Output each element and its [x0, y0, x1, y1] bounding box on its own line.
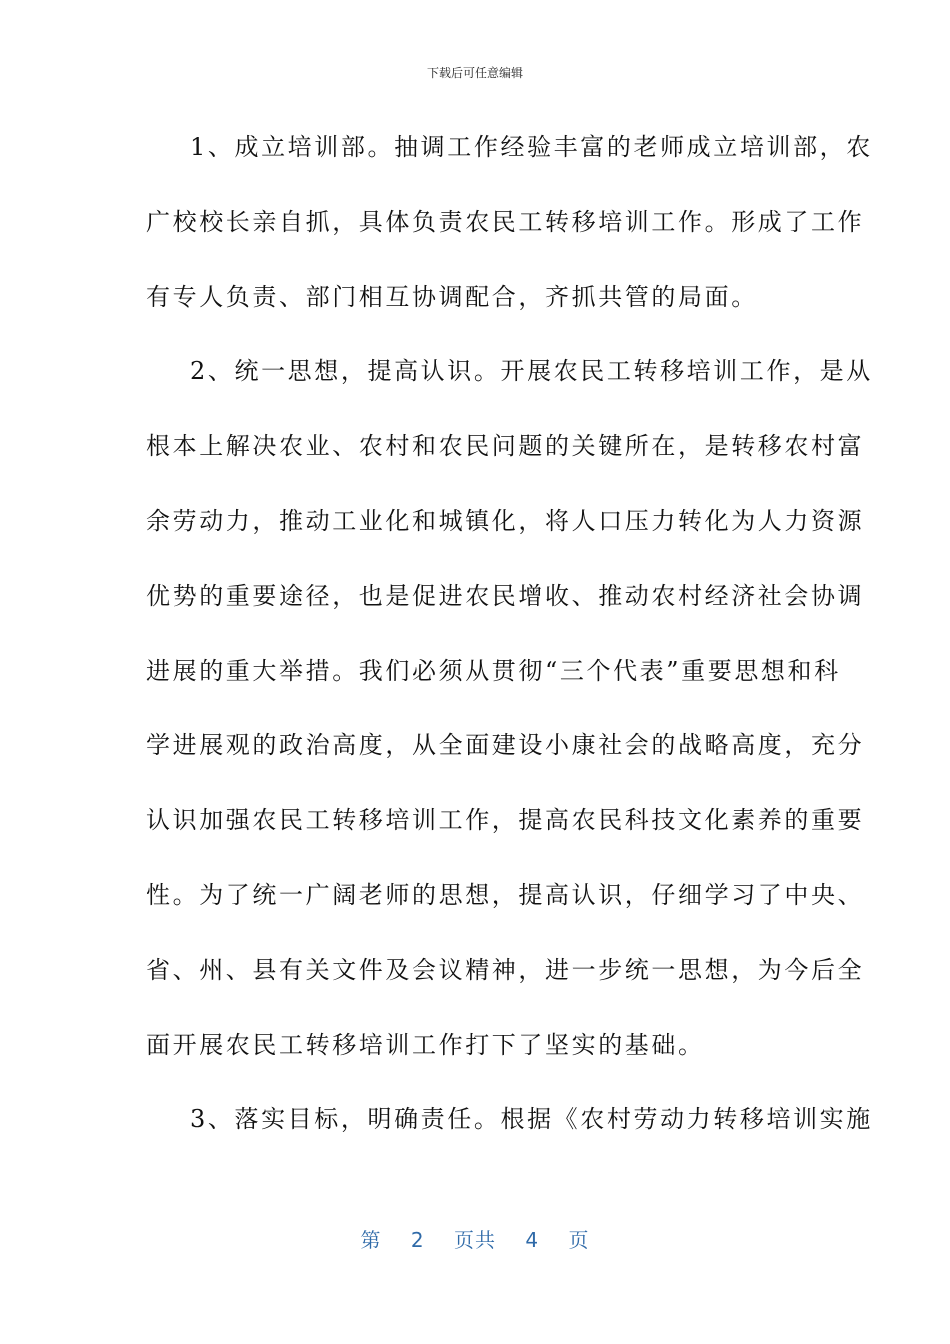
- text-line: 1、成立培训部。抽调工作经验丰富的老师成立培训部，农: [190, 133, 873, 161]
- text-line: 省、州、县有关文件及会议精神，进一步统一思想，为今后全: [146, 955, 865, 984]
- text-line: 性。为了统一广阔老师的思想，提高认识，仔细学习了中央、: [146, 880, 865, 909]
- paragraph-2: [146, 334, 873, 1082]
- text-line: 广校校长亲自抓，具体负责农民工转移培训工作。形成了工作: [146, 207, 865, 236]
- text-line: 进展的重大举措。我们必须从贯彻“三个代表”重要思想和科: [146, 656, 841, 685]
- current-page-number: 2: [410, 1228, 425, 1252]
- text-line: 认识加强农民工转移培训工作，提高农民科技文化素养的重要: [146, 806, 865, 835]
- text-line: 2、统一思想，提高认识。开展农民工转移培训工作，是从: [190, 357, 873, 386]
- text-line: 根本上解决农业、农村和农民问题的关键所在，是转移农村富: [146, 432, 865, 461]
- page-header-note: 下载后可任意编辑: [426, 66, 523, 80]
- text-line: 面开展农民工转移培训工作打下了坚实的基础。: [146, 1030, 705, 1059]
- text-line: 学进展观的政治高度，从全面建设小康社会的战略高度，充分: [146, 731, 865, 760]
- footer-prefix: 第: [360, 1228, 382, 1252]
- paragraph-1: [146, 110, 873, 334]
- document-body: [146, 110, 873, 1157]
- text-line: 有专人负责、部门相互协调配合，齐抓共管的局面。: [146, 282, 758, 311]
- footer-middle: 页共: [454, 1228, 496, 1252]
- text-line: 余劳动力，推动工业化和城镇化，将人口压力转化为人力资源: [146, 506, 865, 535]
- page-footer: [0, 1224, 950, 1253]
- text-line: 3、落实目标，明确责任。根据《农村劳动力转移培训实施: [190, 1105, 873, 1134]
- text-line: 优势的重要途径，也是促进农民增收、推动农村经济社会协调: [146, 581, 865, 610]
- total-page-count: 4: [525, 1228, 540, 1252]
- paragraph-3: [146, 1082, 873, 1157]
- footer-suffix: 页: [568, 1228, 590, 1252]
